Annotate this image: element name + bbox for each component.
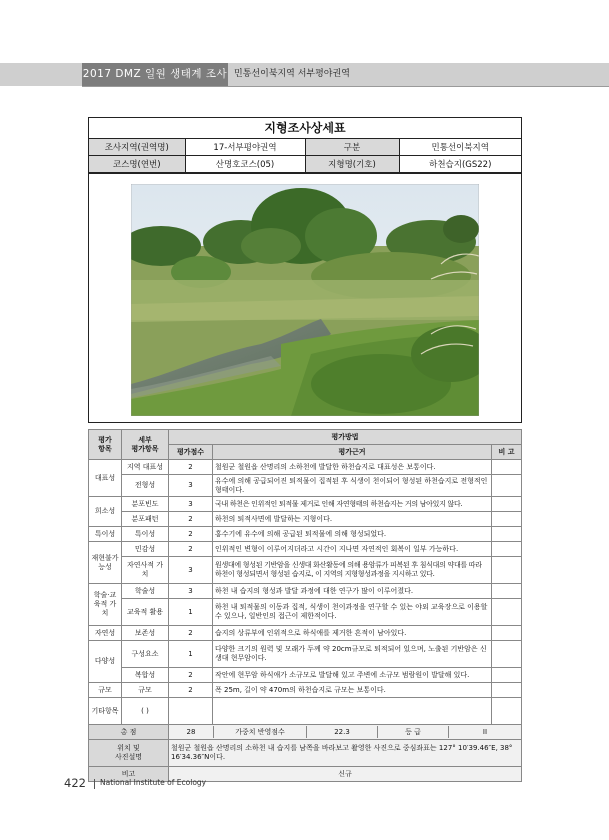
score-cell: 2 [169, 527, 213, 542]
note-cell [492, 584, 522, 599]
basis-cell: 하천의 퇴적사면에 발달하는 지형이다. [213, 512, 492, 527]
sub-item: 전형성 [122, 475, 169, 497]
basis-cell: 원생대에 형성된 기반암을 신생대 화산활동에 의해 용암류가 피복된 후 침식대의 약대를 따라 하천이 형성되면서 형성된 습지로, 이 지역의 지형형성과정을 지시하고 있다. [213, 557, 492, 584]
head-item: 평가 항목 [89, 430, 122, 460]
region-value: 17-서부평야권역 [185, 139, 305, 156]
total-value: 28 [169, 726, 214, 738]
sub-item: 분포패턴 [122, 512, 169, 527]
score-cell: 2 [169, 542, 213, 557]
sub-item: ( ) [122, 698, 169, 725]
evaluation-table [88, 429, 522, 782]
basis-cell: 습지의 상류부에 인위적으로 하식애를 제거한 흔적이 남아있다. [213, 626, 492, 641]
score-cell [169, 698, 213, 725]
sub-item: 민감성 [122, 542, 169, 557]
head-basis: 평가근거 [213, 445, 492, 460]
cat-scale: 규모 [89, 683, 122, 698]
cat-representativeness: 대표성 [89, 460, 122, 497]
header-divider [82, 86, 609, 87]
sub-item: 자연사적 가치 [122, 557, 169, 584]
basis-cell [213, 698, 492, 725]
sub-item: 보존성 [122, 626, 169, 641]
section-subtitle: 민통선이북지역 서부평야권역 [234, 69, 350, 79]
course-value: 산명호코스(05) [185, 156, 305, 173]
basis-cell: 인위적인 변형이 이루어지더라고 시간이 지나면 자연적인 회복이 일부 가능하다. [213, 542, 492, 557]
sub-item: 교육적 활용 [122, 599, 169, 626]
note-cell [492, 512, 522, 527]
note-cell [492, 626, 522, 641]
sub-item: 학술성 [122, 584, 169, 599]
note-cell [492, 599, 522, 626]
note-cell [492, 460, 522, 475]
remark-label: 비고 [89, 767, 169, 782]
basis-cell: 다양한 크기의 원력 및 모래가 두께 약 20cm규모로 퇴적되어 있으며, 노출된 기반암은 신생대 현무암이다. [213, 641, 492, 668]
summary-line [169, 726, 521, 738]
cat-uniqueness: 특이성 [89, 527, 122, 542]
page-number: 422 [64, 776, 86, 790]
note-cell [492, 475, 522, 497]
score-cell: 1 [169, 599, 213, 626]
score-cell: 3 [169, 497, 213, 512]
note-cell [492, 698, 522, 725]
basis-cell: 홍수기에 유수에 의해 공급된 퇴적물에 의해 형성되었다. [213, 527, 492, 542]
cat-naturalness: 자연성 [89, 626, 122, 641]
weighted-value: 22.3 [307, 726, 378, 738]
info-table [89, 139, 521, 173]
basis-cell: 국내 하천은 인위적인 퇴적물 제거로 인해 자연형태의 하천습지는 거의 남아있지 않다. [213, 497, 492, 512]
basis-cell: 철원군 철원읍 산명리의 소하천에 발달한 하천습지로 대표성은 보통이다. [213, 460, 492, 475]
evaluation-table-wrap [88, 429, 522, 782]
score-cell: 2 [169, 683, 213, 698]
note-cell [492, 641, 522, 668]
landform-value: 하천습지(GS22) [399, 156, 521, 173]
sheet-title: 지형조사상세표 [89, 118, 521, 139]
sub-item: 분포빈도 [122, 497, 169, 512]
region-label: 조사지역(권역명) [89, 139, 185, 156]
location-text: 철원군 철원읍 산명리의 소하천 내 습지를 남쪽을 바라보고 촬영한 사진으로 중심좌표는 127° 10′39.46″E, 38° 16′34.36″N이다. [169, 740, 522, 767]
sub-item: 규모 [122, 683, 169, 698]
course-label: 코스명(연번) [89, 156, 185, 173]
cat-academic-value: 학술·교육적 가치 [89, 584, 122, 626]
score-cell: 3 [169, 584, 213, 599]
institute-name: National Institute of Ecology [100, 778, 207, 787]
score-cell: 3 [169, 557, 213, 584]
basis-cell: 유수에 의해 공급되어진 퇴적물이 집적된 후 식생이 천이되어 형성된 하천습지로 전형적인 형태이다. [213, 475, 492, 497]
footer-divider [94, 779, 95, 789]
class-label: 구분 [305, 139, 399, 156]
sub-item: 지역 대표성 [122, 460, 169, 475]
weighted-label: 가중치 반영점수 [214, 726, 307, 738]
score-cell: 2 [169, 512, 213, 527]
cat-irreproducibility: 재현불가능성 [89, 542, 122, 584]
cat-other: 기타항목 [89, 698, 122, 725]
landform-label: 지형명(기호) [305, 156, 399, 173]
score-cell: 1 [169, 641, 213, 668]
sub-item: 복합성 [122, 668, 169, 683]
class-value: 민통선이북지역 [399, 139, 521, 156]
note-cell [492, 668, 522, 683]
basis-cell: 작안에 현무암 하식애가 소규모로 발달해 있고 주변에 소규모 범람원이 발달해 있다. [213, 668, 492, 683]
wetland-photo-image [131, 184, 479, 416]
grade-label: 등 급 [378, 726, 449, 738]
score-cell: 2 [169, 460, 213, 475]
score-cell: 2 [169, 668, 213, 683]
site-photo [131, 184, 479, 416]
sub-item: 특이성 [122, 527, 169, 542]
basis-cell: 하천 내 습지의 형성과 발달 과정에 대한 연구가 많이 이루어졌다. [213, 584, 492, 599]
note-cell [492, 683, 522, 698]
photo-panel [89, 173, 521, 422]
sub-item: 구성요소 [122, 641, 169, 668]
basis-cell: 폭 25m, 길이 약 470m의 하천습지로 규모는 보통이다. [213, 683, 492, 698]
report-title-tab: 2017 DMZ 일원 생태계 조사 [82, 63, 228, 86]
head-score: 평가점수 [169, 445, 213, 460]
score-cell: 2 [169, 626, 213, 641]
survey-sheet [88, 117, 522, 423]
grade-value: II [482, 728, 488, 736]
basis-cell: 하천 내 퇴적물의 이동과 집적, 식생이 천이과정을 연구할 수 있는 야외 교육장으로 이용할 수 있으나, 일반인의 접근이 제한적이다. [213, 599, 492, 626]
note-cell [492, 527, 522, 542]
head-note: 비 고 [492, 445, 522, 460]
remark-value: 신규 [169, 767, 522, 782]
head-method: 평가방법 [169, 430, 522, 445]
score-cell: 3 [169, 475, 213, 497]
note-cell [492, 542, 522, 557]
head-sub: 세부 평가항목 [122, 430, 169, 460]
cat-diversity: 다양성 [89, 641, 122, 683]
location-label: 위치 및 사진설명 [89, 740, 169, 767]
note-cell [492, 557, 522, 584]
total-label: 총 점 [89, 725, 169, 740]
cat-rarity: 희소성 [89, 497, 122, 527]
note-cell [492, 497, 522, 512]
